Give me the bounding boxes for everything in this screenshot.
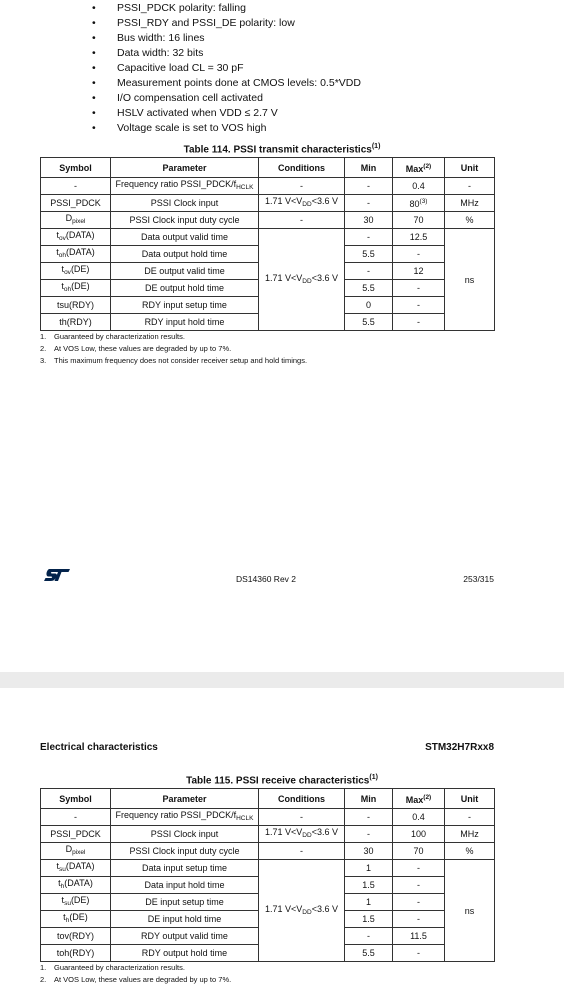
cell-symbol: $t_{oh}(DATA)$ bbox=[41, 246, 111, 263]
cell-conditions-group: 1.71 $V<V_{DD}<3.6$ V bbox=[259, 860, 345, 962]
cell-unit: % bbox=[445, 212, 495, 229]
table-row bbox=[41, 809, 495, 826]
table-row bbox=[41, 229, 495, 246]
table-row bbox=[41, 860, 495, 877]
table-row bbox=[41, 195, 495, 212]
table-115-caption: Table 115. PSSI receive characteristics$^{(1)}$ bbox=[186, 774, 378, 787]
cell-symbol: - bbox=[41, 809, 111, 826]
cell-max: 12 bbox=[393, 263, 445, 280]
cell-unit: % bbox=[445, 843, 495, 860]
cell-parameter: RDY input setup time bbox=[111, 297, 259, 314]
cell-max: 0.4 bbox=[393, 178, 445, 195]
cell-max: 11.5 bbox=[393, 928, 445, 945]
cell-max: - bbox=[393, 877, 445, 894]
col-header-symbol: Symbol bbox=[41, 158, 111, 178]
cell-parameter: PSSI Clock input bbox=[111, 826, 259, 843]
cell-conditions: - bbox=[259, 212, 345, 229]
cell-parameter: DE input hold time bbox=[111, 911, 259, 928]
st-logo-icon bbox=[43, 568, 71, 582]
cell-parameter: Frequency ratio $PSSI\_PDCK/f_{HCLK}$ bbox=[111, 178, 259, 195]
table-row bbox=[41, 212, 495, 229]
cell-max: - bbox=[393, 860, 445, 877]
cell-symbol: tov(RDY) bbox=[41, 928, 111, 945]
cell-max: 70 bbox=[393, 212, 445, 229]
cell-min: 5.5 bbox=[345, 280, 393, 297]
cell-max: - bbox=[393, 246, 445, 263]
cell-unit: MHz bbox=[445, 195, 495, 212]
cell-conditions: - bbox=[259, 843, 345, 860]
cell-unit-group: ns bbox=[445, 860, 495, 962]
footnote: 2. At VOS Low, these values are degraded by up to 7%. bbox=[40, 344, 232, 353]
col-header-max: Max$^{(2)}$ bbox=[393, 789, 445, 809]
col-header-parameter: Parameter bbox=[111, 789, 259, 809]
cell-symbol: th(RDY) bbox=[41, 314, 111, 331]
cell-parameter: Data output hold time bbox=[111, 246, 259, 263]
cell-max: - bbox=[393, 280, 445, 297]
cell-symbol: tsu(RDY) bbox=[41, 297, 111, 314]
table-row bbox=[41, 826, 495, 843]
col-header-min: Min bbox=[345, 789, 393, 809]
cell-unit: - bbox=[445, 178, 495, 195]
cell-max: - bbox=[393, 911, 445, 928]
page-header-section: Electrical characteristics bbox=[40, 742, 158, 753]
cell-conditions-group: 1.71 $V<V_{DD}<3.6$ V bbox=[259, 229, 345, 331]
footnote: 1. Guaranteed by characterization results. bbox=[40, 332, 185, 341]
cell-min: - bbox=[345, 195, 393, 212]
cell-symbol: $t_{su}(DE)$ bbox=[41, 894, 111, 911]
cell-max: 12.5 bbox=[393, 229, 445, 246]
cell-parameter: Frequency ratio $PSSI\_PDCK/f_{HCLK}$ bbox=[111, 809, 259, 826]
cell-max: 70 bbox=[393, 843, 445, 860]
cell-symbol: $t_{ov}(DATA)$ bbox=[41, 229, 111, 246]
cell-max: 100 bbox=[393, 826, 445, 843]
cell-max: - bbox=[393, 945, 445, 962]
footer-page-number: 253/315 bbox=[463, 574, 494, 584]
cell-symbol: $t_{oh}(DE)$ bbox=[41, 280, 111, 297]
cell-symbol: $t_h(DATA)$ bbox=[41, 877, 111, 894]
cell-parameter: RDY output hold time bbox=[111, 945, 259, 962]
cell-max: - bbox=[393, 297, 445, 314]
cell-symbol: $D_{pixel}$ bbox=[41, 212, 111, 229]
cell-max: 80$^{(3)}$ bbox=[393, 195, 445, 212]
col-header-conditions: Conditions bbox=[259, 158, 345, 178]
cell-min: 5.5 bbox=[345, 246, 393, 263]
cell-symbol: $t_{su}(DATA)$ bbox=[41, 860, 111, 877]
cell-symbol: $t_{ov}(DE)$ bbox=[41, 263, 111, 280]
cell-min: 1 bbox=[345, 860, 393, 877]
table-row bbox=[41, 178, 495, 195]
col-header-symbol: Symbol bbox=[41, 789, 111, 809]
cell-parameter: Data input hold time bbox=[111, 877, 259, 894]
cell-min: 30 bbox=[345, 843, 393, 860]
cell-parameter: Data output valid time bbox=[111, 229, 259, 246]
cell-max: - bbox=[393, 314, 445, 331]
cell-conditions: - bbox=[259, 809, 345, 826]
cell-min: - bbox=[345, 229, 393, 246]
cell-parameter: RDY input hold time bbox=[111, 314, 259, 331]
cell-conditions: 1.71 $V<V_{DD}<3.6$ V bbox=[259, 826, 345, 843]
pssi-transmit-table bbox=[40, 157, 495, 331]
table-114-notes bbox=[40, 331, 307, 367]
table-114-caption: Table 114. PSSI transmit characteristics$^{(1)}$ bbox=[183, 143, 381, 156]
cell-min: - bbox=[345, 826, 393, 843]
cell-min: 5.5 bbox=[345, 945, 393, 962]
cell-parameter: PSSI Clock input duty cycle bbox=[111, 212, 259, 229]
footer-doc-revision: DS14360 Rev 2 bbox=[236, 574, 297, 584]
cell-conditions: 1.71 $V<V_{DD}<3.6$ V bbox=[259, 195, 345, 212]
cell-unit: MHz bbox=[445, 826, 495, 843]
cell-parameter: PSSI Clock input bbox=[111, 195, 259, 212]
pssi-receive-table bbox=[40, 788, 495, 962]
col-header-unit: Unit bbox=[445, 158, 495, 178]
footnote: 1. Guaranteed by characterization results. bbox=[40, 963, 185, 972]
cell-unit-group: ns bbox=[445, 229, 495, 331]
cell-min: - bbox=[345, 263, 393, 280]
cell-symbol: $t_h(DE)$ bbox=[41, 911, 111, 928]
cell-min: - bbox=[345, 809, 393, 826]
cell-unit: - bbox=[445, 809, 495, 826]
cell-min: 5.5 bbox=[345, 314, 393, 331]
col-header-min: Min bbox=[345, 158, 393, 178]
col-header-parameter: Parameter bbox=[111, 158, 259, 178]
page-header-part-number: STM32H7Rxx8 bbox=[425, 742, 494, 753]
cell-min: 0 bbox=[345, 297, 393, 314]
cell-min: 30 bbox=[345, 212, 393, 229]
col-header-unit: Unit bbox=[445, 789, 495, 809]
cell-parameter: DE output hold time bbox=[111, 280, 259, 297]
cell-parameter: RDY output valid time bbox=[111, 928, 259, 945]
cell-min: 1.5 bbox=[345, 877, 393, 894]
cell-parameter: DE output valid time bbox=[111, 263, 259, 280]
cell-symbol: PSSI_PDCK bbox=[41, 826, 111, 843]
cell-min: 1.5 bbox=[345, 911, 393, 928]
cell-parameter: DE input setup time bbox=[111, 894, 259, 911]
footnote: 2. At VOS Low, these values are degraded by up to 7%. bbox=[40, 975, 232, 984]
table-header-row bbox=[41, 789, 495, 809]
table-115-notes bbox=[40, 962, 231, 986]
datasheet-page-253: PSSI_PDCK polarity: falling PSSI_RDY and PSSI_DE polarity: low Bus width: 16 lines Data width: 32 bits Capacitive load CL = 30 pF Measurement points done at CMOS levels: 0.5*VDD I/O compensation cell activated HSLV activated when VDD ≤ 2.7 V Voltage scale is set to VOS high Table 114. PSSI transmit characteristics$^{(1)}$ Symbol Parameter Conditions Min Max$^{(2)}$ Unit - Frequency ratio $PSSI\_PDCK/f_{HCLK}$ - - 0.4 - PSSI_PDCK PSSI Clock input 1.71 $V<V_{DD}<3.6$ V - 80$^{(3)}$ MHz $D_{pixel}$ PSSI Clock input duty cycle - 30 70 % $t_{ov}(DATA)$ Data output valid time 1.71 $V<V_{DD}<3.6$ V - 12.5 ns $t_{oh}(DATA)$ Data output hold time 5.5 - $t_{ov}(DE)$ DE output valid time - 12 $t_{oh}(DE)$ DE output hold time 5.5 - tsu(RDY) RDY input setup time 0 - th(RDY) RDY input hold time 5.5 - 1. Guaranteed by characterization results. 2. At VOS Low, these values are degraded by up to 7%. 3. This maximum frequency does not consider receiver setup and hold timings. DS14360 Rev 2 253/315 bbox=[0, 0, 564, 672]
cell-parameter: Data input setup time bbox=[111, 860, 259, 877]
cell-min: - bbox=[345, 178, 393, 195]
cell-max: 0.4 bbox=[393, 809, 445, 826]
table-header-row bbox=[41, 158, 495, 178]
cell-symbol: toh(RDY) bbox=[41, 945, 111, 962]
cell-symbol: - bbox=[41, 178, 111, 195]
cell-symbol: PSSI_PDCK bbox=[41, 195, 111, 212]
footnote: 3. This maximum frequency does not consider receiver setup and hold timings. bbox=[40, 356, 308, 365]
col-header-max: Max$^{(2)}$ bbox=[393, 158, 445, 178]
cell-min: - bbox=[345, 928, 393, 945]
cell-conditions: - bbox=[259, 178, 345, 195]
cell-max: - bbox=[393, 894, 445, 911]
col-header-conditions: Conditions bbox=[259, 789, 345, 809]
cell-parameter: PSSI Clock input duty cycle bbox=[111, 843, 259, 860]
cell-min: 1 bbox=[345, 894, 393, 911]
table-row bbox=[41, 843, 495, 860]
cell-symbol: $D_{pixel}$ bbox=[41, 843, 111, 860]
